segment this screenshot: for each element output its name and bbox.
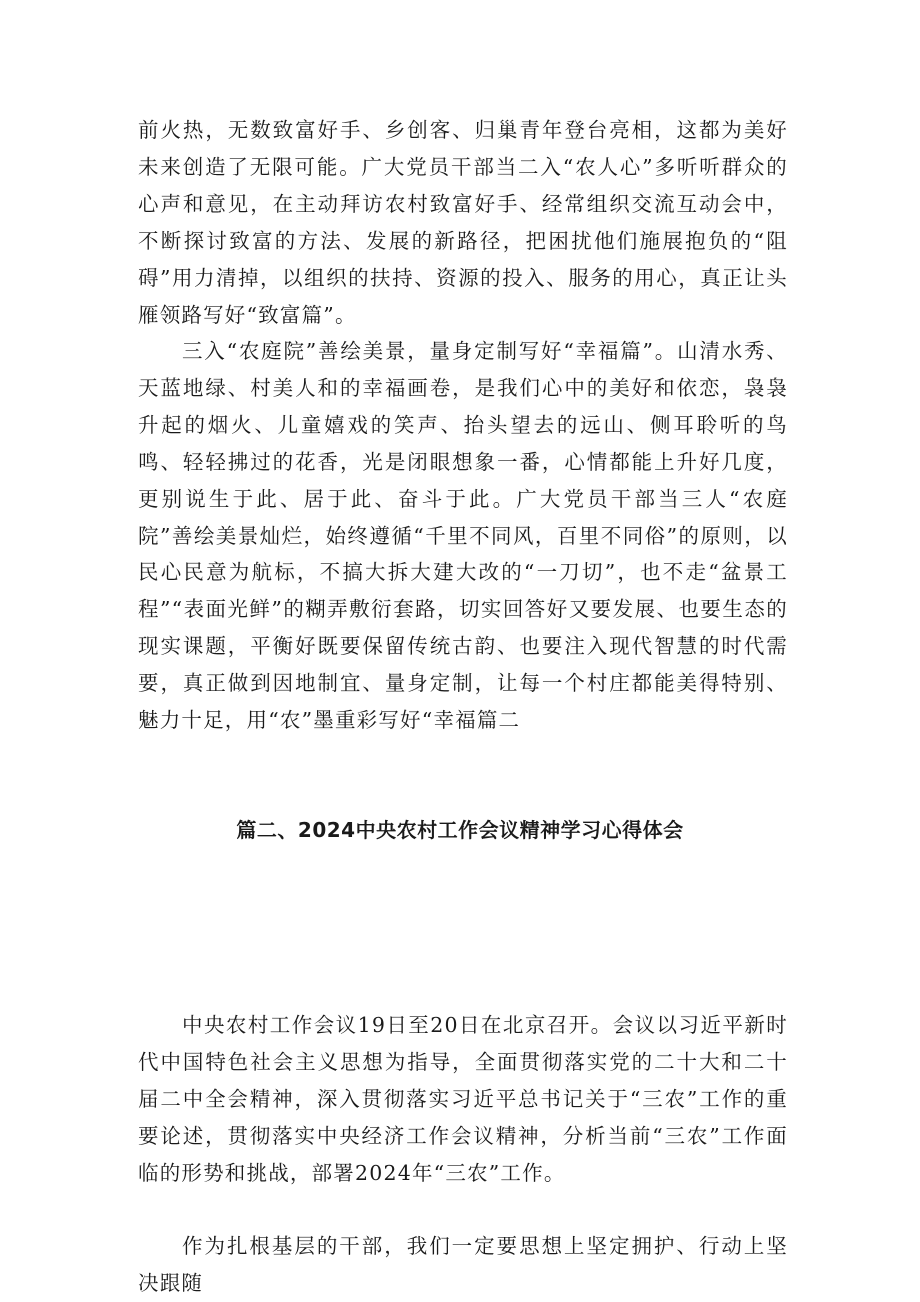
paragraph-continued: 前火热，无数致富好手、乡创客、归巢青年登台亮相，这都为美好未来创造了无限可能。广大党员干部当二入“农人心”多听听群众的心声和意见，在主动拜访农村致富好手、经常组织交流互动会中，不断探讨致富的方法、发展的新路径，把困扰他们施展抱负的“阻碍”用力清掉，以组织的扶持、资源的投入、服务的用心，真正让头雁领路写好“致富篇”。 bbox=[138, 118, 788, 327]
paragraph-happiness: 三入“农庭院”善绘美景，量身定制写好“幸福篇”。山清水秀、天蓝地绿、村美人和的幸福画卷，是我们心中的美好和依恋，袅袅升起的烟火、儿童嬉戏的笑声、抬头望去的远山、侧耳聆听的鸟鸣、轻轻拂过的花香，光是闭眼想象一番，心情都能上升好几度，更别说生于此、居于此、奋斗于此。广大党员干部当三人“农庭院”善绘美景灿烂，始终遵循“千里不同风，百里不同俗”的原则，以民心民意为航标，不搞大拆大建大改的“一刀切”，也不走“盆景工程”“表面光鲜”的糊弄敷衍套路，切实回答好又要发展、也要生态的现实课题，平衡好既要保留传统古韵、也要注入现代智慧的时代需要，真正做到因地制宜、量身定制，让每一个村庄都能美得特别、魅力十足，用“农”墨重彩写好“幸福篇二 bbox=[138, 339, 788, 733]
section-heading: 篇二、2024中央农村工作会议精神学习心得体会 bbox=[236, 818, 684, 842]
paragraph-meeting-summary: 中央农村工作会议19日至20日在北京召开。会议以习近平新时代中国特色社会主义思想为指导，全面贯彻落实党的二十大和二十届二中全会精神，深入贯彻落实习近平总书记关于“三农”工作的重要论述，贯彻落实中央经济工作会议精神，分析当前“三农”工作面临的形势和挑战，部署2024年“三农”工作。 bbox=[138, 1013, 788, 1185]
paragraph-grassroots: 作为扎根基层的干部，我们一定要思想上坚定拥护、行动上坚决跟随 bbox=[138, 1234, 788, 1295]
